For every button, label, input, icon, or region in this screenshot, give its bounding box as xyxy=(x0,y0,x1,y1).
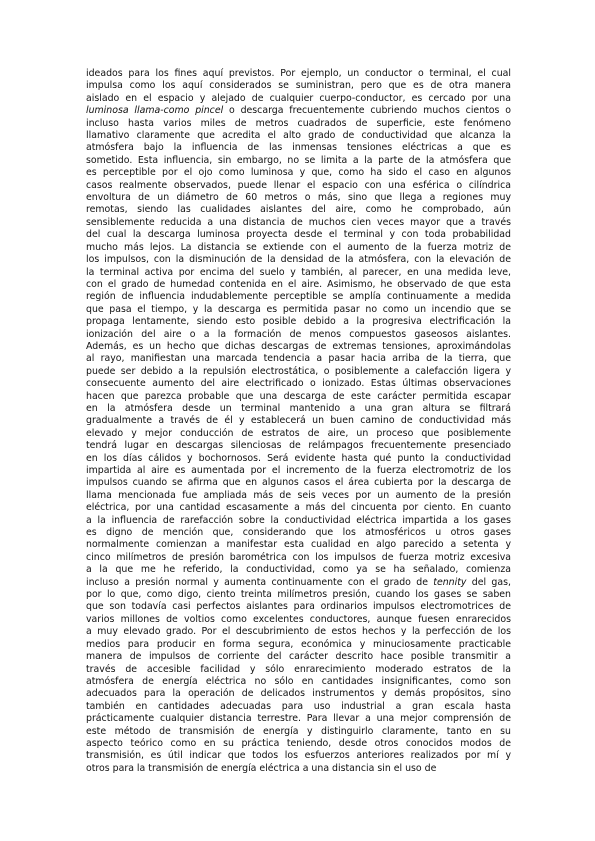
text-line: casos realmente observados, puede llenar el espacio con una esférica o cilíndrica xyxy=(86,179,511,191)
text-line: hacen que parezca probable que una descarga de este carácter permitida escapar xyxy=(86,390,511,402)
text-line: llamativo claramente que acredita el alto grado de conductividad que alcanza la xyxy=(86,130,511,142)
text-line: sensiblemente reducida a una distancia de muchos cien veces mayor que a través xyxy=(86,216,511,228)
text-line: transmisión, es útil indicar que todos los esfuerzos anteriores realizados por mí y xyxy=(86,750,511,762)
text-line: es digno de mención que, considerando que los atmosféricos u otros gases xyxy=(86,527,511,539)
text-line: través de accesible facilidad y sólo enrarecimiento moderado estratos de la xyxy=(86,663,511,675)
text-line: remotas, siendo las cualidades aislantes del aire, como he comprobado, aún xyxy=(86,204,511,216)
text-line: región de influencia indudablemente perceptible se amplía continuamente a medida xyxy=(86,291,511,303)
text-line: aspecto teórico como en su práctica teniendo, desde otros conocidos modos de xyxy=(86,737,511,749)
text-line: incluso a presión normal y aumenta continuamente con el grado de tennity del gas, xyxy=(86,576,511,588)
text-line: medios para producir en forma segura, económica y minuciosamente practicable xyxy=(86,638,511,650)
text-line: llama mencionada fue ampliada más de seis veces por un aumento de la presión xyxy=(86,489,511,501)
text-line: a la que me he referido, la conductividad, como ya se ha señalado, comienza xyxy=(86,564,511,576)
text-line: tendrá lugar en descargas silenciosas de relámpagos frecuentemente presenciado xyxy=(86,440,511,452)
text-line: es perceptible por el ojo como luminosa y que, como ha sido el caso en algunos xyxy=(86,167,511,179)
text-line: incluso hasta varios miles de metros cuadrados de superficie, este fenómeno xyxy=(86,117,511,129)
text-line: con el grado de humedad contenida en el aire. Asimismo, he observado de que esta xyxy=(86,278,511,290)
text-line: del cual la descarga luminosa proyecta desde el terminal y con toda probabilidad xyxy=(86,229,511,241)
text-line: ionización del aire o a la formación de menos compuestos gaseosos aislantes. xyxy=(86,328,511,340)
text-line: gradualmente a través de él y establecerá un buen camino de conductividad más xyxy=(86,415,511,427)
text-line: ideados para los fines aquí previstos. Por ejemplo, un conductor o terminal, el cual xyxy=(86,68,511,79)
text-line: atmósfera bajo la influencia de las inmensas tensiones eléctricas a que es xyxy=(86,142,511,154)
text-line: este método de transmisión de energía y distinguirlo claramente, tanto en su xyxy=(86,725,511,737)
text-line: varios millones de voltios como excelentes conductores, aunque fuesen enrarecidos xyxy=(86,613,511,625)
text-line: elevado y mejor conducción de estratos de aire, un proceso que posiblemente xyxy=(86,427,511,439)
text-line: impulsa como los aquí considerados se suministran, pero que es de otra manera xyxy=(86,80,511,92)
text-line: al rayo, manifiestan una marcada tendencia a pasar hacia arriba de la tierra, que xyxy=(86,353,511,365)
text-line: normalmente comienzan a manifestar esta cualidad en algo parecido a setenta y xyxy=(86,539,511,551)
text-line: en los días cálidos y bochornosos. Será evidente hasta qué punto la conductividad xyxy=(86,452,511,464)
text-line: Además, es un hecho que dichas descargas de extremas tensiones, aproximándolas xyxy=(86,340,511,352)
text-line: impulsos cuando se afirma que en algunos casos el área cubierta por la descarga de xyxy=(86,477,511,489)
text-line: que pasa el tiempo, y la descarga es permitida pasar no como un incendio que se xyxy=(86,303,511,315)
emphasis-text: tennity xyxy=(433,576,467,588)
text-line: consecuente aumento del aire electrificado o ionizado. Estas últimas observaciones xyxy=(86,378,511,390)
text-line: en la atmósfera desde un terminal mantenido a una gran altura se filtrará xyxy=(86,402,511,414)
text-line: envoltura de un diámetro de 60 metros o más, sino que llega a regiones muy xyxy=(86,192,511,204)
text-line: eléctrica, por una cantidad escasamente a más del cincuenta por ciento. En cuanto xyxy=(86,502,511,514)
text-line: también en cantidades adecuadas para uso industrial a gran escala hasta xyxy=(86,700,511,712)
text-line: propaga lentamente, siendo esto posible debido a la progresiva electrificación la xyxy=(86,316,511,328)
text-line: atmósfera de energía eléctrica no sólo en cantidades insignificantes, como son xyxy=(86,675,511,687)
text-line: que son todavía casi perfectos aislantes para ordinarios impulsos electromotrices de xyxy=(86,601,511,613)
text-line: manera de impulsos de corriente del carácter descrito hace posible transmitir a xyxy=(86,651,511,663)
text-line: a muy elevado grado. Por el descubrimiento de estos hechos y la perfección de los xyxy=(86,626,511,638)
text-line: sometido. Esta influencia, sin embargo, no se limita a la parte de la atmósfera que xyxy=(86,154,511,166)
text-line: puede ser debido a la repulsión electrostática, o posiblemente a calefacción ligera y xyxy=(86,365,511,377)
text-line: prácticamente cualquier distancia terrestre. Para llevar a una mejor comprensión de xyxy=(86,713,511,725)
text-line: mucho más lejos. La distancia se extiende con el aumento de la fuerza motriz de xyxy=(86,241,511,253)
emphasis-text: luminosa llama-como pincel xyxy=(86,105,224,117)
text-line: otros para la transmisión de energía eléctrica a una distancia sin el uso de xyxy=(86,762,437,774)
text-line: impartida al aire es aumentada por el incremento de la fuerza electromotriz de los xyxy=(86,465,511,476)
body-paragraph xyxy=(86,68,511,775)
text-line: los impulsos, con la disminución de la densidad de la atmósfera, con la elevación de xyxy=(86,254,511,266)
text-line: luminosa llama-como pincel o descarga frecuentemente cubriendo muchos cientos o xyxy=(86,105,511,117)
text-line: a la influencia de rarefacción sobre la conductividad eléctrica impartida a los gases xyxy=(86,514,511,526)
text-line: la terminal activa por encima del suelo y también, al parecer, en una medida leve, xyxy=(86,266,511,278)
text-line: adecuados para la operación de delicados instrumentos y demás propósitos, sino xyxy=(86,688,511,700)
text-line: cinco milímetros de presión barométrica con los impulsos de fuerza motriz excesiva xyxy=(86,551,511,563)
text-line: aislado en el espacio y alejado de cualquier cuerpo-conductor, es cercado por una xyxy=(86,92,511,104)
text-line: por lo que, como digo, ciento treinta milímetros presión, cuando los gases se saben xyxy=(86,589,511,601)
